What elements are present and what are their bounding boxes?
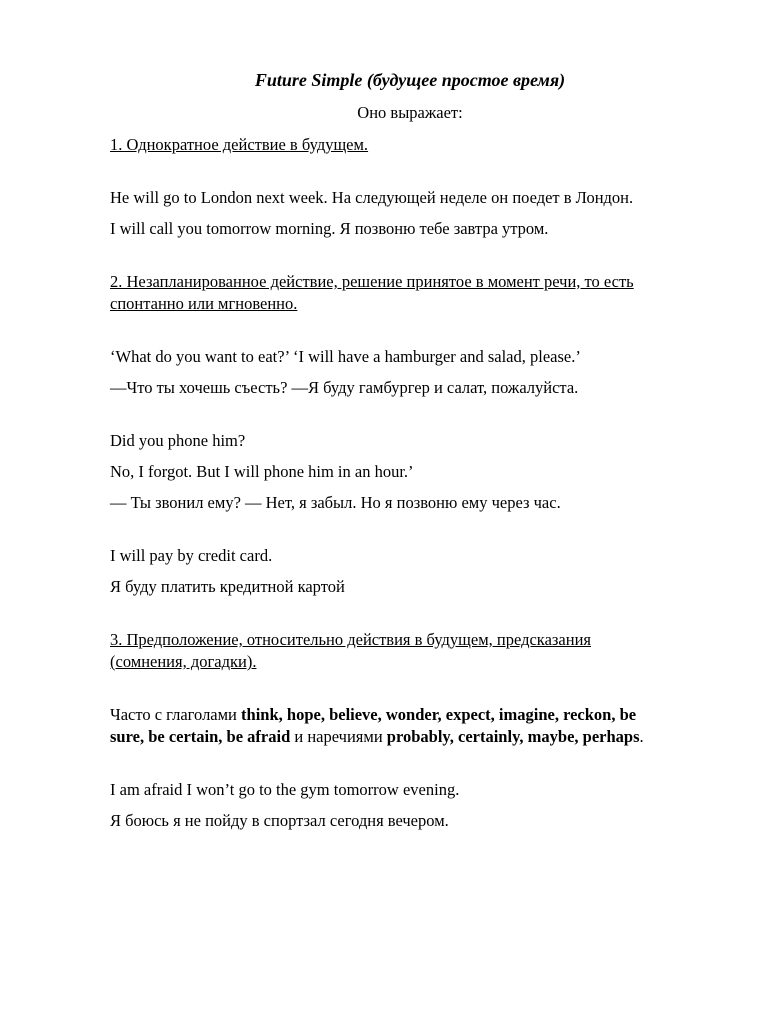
section-1-example-2: I will call you tomorrow morning. Я позвоню тебе завтра утром. — [110, 219, 549, 238]
note-verbs-line-2: sure, be certain, be afraid — [110, 727, 291, 746]
section-2-example-b-question: Did you phone him? — [110, 431, 246, 450]
section-2-heading-line-1: 2. Незапланированное действие, решение принятое в момент речи, то есть — [110, 272, 634, 291]
note-verbs-line-1: think, hope, believe, wonder, expect, imagine, reckon, be — [241, 705, 637, 724]
section-2-example-a-en: ‘What do you want to eat?’ ‘I will have a hamburger and salad, please.’ — [110, 347, 581, 366]
section-3-note-line-2 — [110, 726, 710, 748]
note-suffix: . — [639, 727, 644, 746]
section-1-heading: 1. Однократное действие в будущем. — [110, 135, 369, 154]
document-page — [110, 68, 710, 832]
document-title: Future Simple (будущее простое время) — [254, 70, 566, 90]
note-middle: и наречиями — [290, 727, 387, 746]
section-2-example-b-ru: — Ты звонил ему? — Нет, я забыл. Но я позвоню ему через час. — [110, 493, 561, 512]
section-2-example-a-ru: —Что ты хочешь съесть? —Я буду гамбургер и салат, пожалуйста. — [110, 378, 579, 397]
note-prefix: Часто с глаголами — [110, 705, 242, 724]
section-2-example-c-ru: Я буду платить кредитной картой — [110, 577, 345, 596]
section-3-example-ru: Я боюсь я не пойду в спортзал сегодня вечером. — [110, 811, 449, 830]
section-3-example-en: I am afraid I won’t go to the gym tomorrow evening. — [110, 780, 460, 799]
section-2-example-b-answer: No, I forgot. But I will phone him in an hour.’ — [110, 462, 414, 481]
section-3-note-line-1 — [110, 704, 710, 726]
section-1-example-1: He will go to London next week. На следующей неделе он поедет в Лондон. — [110, 188, 634, 207]
note-adverbs: probably, certainly, maybe, perhaps — [386, 727, 640, 746]
section-3-heading-line-1: 3. Предположение, относительно действия в будущем, предсказания — [110, 630, 591, 649]
document-subtitle: Оно выражает: — [357, 103, 463, 122]
section-2-example-c-en: I will pay by credit card. — [110, 546, 273, 565]
section-2-heading-line-2: спонтанно или мгновенно. — [110, 294, 298, 313]
section-3-heading-line-2: (сомнения, догадки). — [110, 652, 257, 671]
